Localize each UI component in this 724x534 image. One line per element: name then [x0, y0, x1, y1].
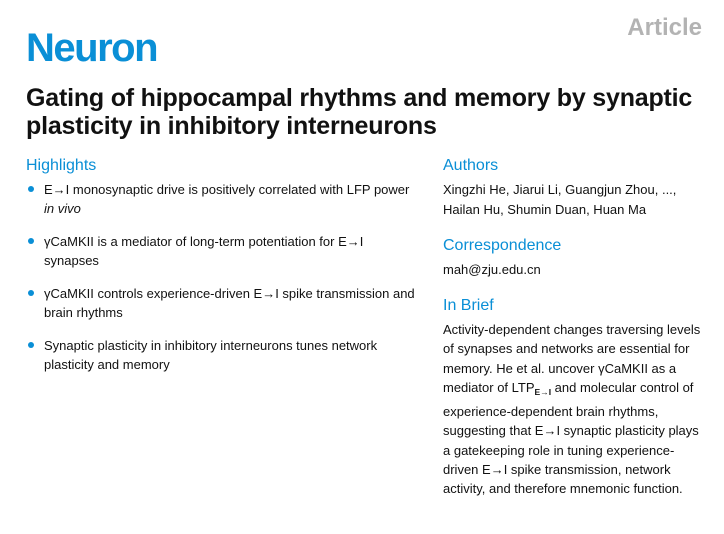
article-type-label: Article: [627, 14, 702, 41]
highlight-text: γCaMKII controls experience-driven E→I spike transmission and brain rhythms: [44, 286, 415, 320]
correspondence-heading: Correspondence: [443, 237, 562, 254]
highlight-item: [26, 284, 421, 322]
in-brief-text: [443, 320, 708, 499]
highlight-text: γCaMKII is a mediator of long-term potentiation for E→I synapses: [44, 234, 364, 268]
highlights-heading: Highlights: [26, 157, 97, 174]
highlight-item: [26, 336, 421, 374]
in-brief-part: and molecular control of experience-dependent brain rhythms, suggesting that E→I synaptic plasticity plays a gatekeeping role in tuning experience-driven E→I spike transmission, network activity, and therefore mnemonic function.: [443, 379, 699, 497]
highlight-emphasis: in vivo: [44, 201, 81, 216]
sidebar-info: [443, 156, 708, 499]
authors-line: Hailan Hu, Shumin Duan, Huan Ma: [443, 202, 647, 217]
in-brief-subscript: E→I: [534, 386, 552, 397]
bullet-icon: [28, 290, 34, 296]
highlights-list: [26, 180, 421, 374]
highlights-section: [26, 156, 421, 388]
highlight-text: E→I monosynaptic drive is positively correlated with LFP power: [44, 182, 410, 197]
authors-heading: Authors: [443, 157, 499, 174]
highlight-item: [26, 232, 421, 270]
in-brief-heading: In Brief: [443, 297, 494, 314]
in-brief-part: Activity-dependent changes traversing levels of synapses and networks are essential for memory. He et al. uncover γCaMKII as a mediator of LTP: [443, 322, 701, 395]
bullet-icon: [28, 186, 34, 192]
bullet-icon: [28, 238, 34, 244]
authors-list: [443, 180, 708, 220]
article-title: Gating of hippocampal rhythms and memory by synaptic plasticity in inhibitory interneurons: [26, 84, 693, 140]
journal-logo: Neuron: [26, 26, 157, 70]
highlight-text: Synaptic plasticity in inhibitory interneurons tunes network plasticity and memory: [44, 338, 378, 372]
highlight-item: [26, 180, 421, 218]
authors-line: Xingzhi He, Jiarui Li, Guangjun Zhou, ...,: [443, 182, 677, 197]
correspondence-email[interactable]: mah@zju.edu.cn: [443, 262, 541, 277]
bullet-icon: [28, 342, 34, 348]
